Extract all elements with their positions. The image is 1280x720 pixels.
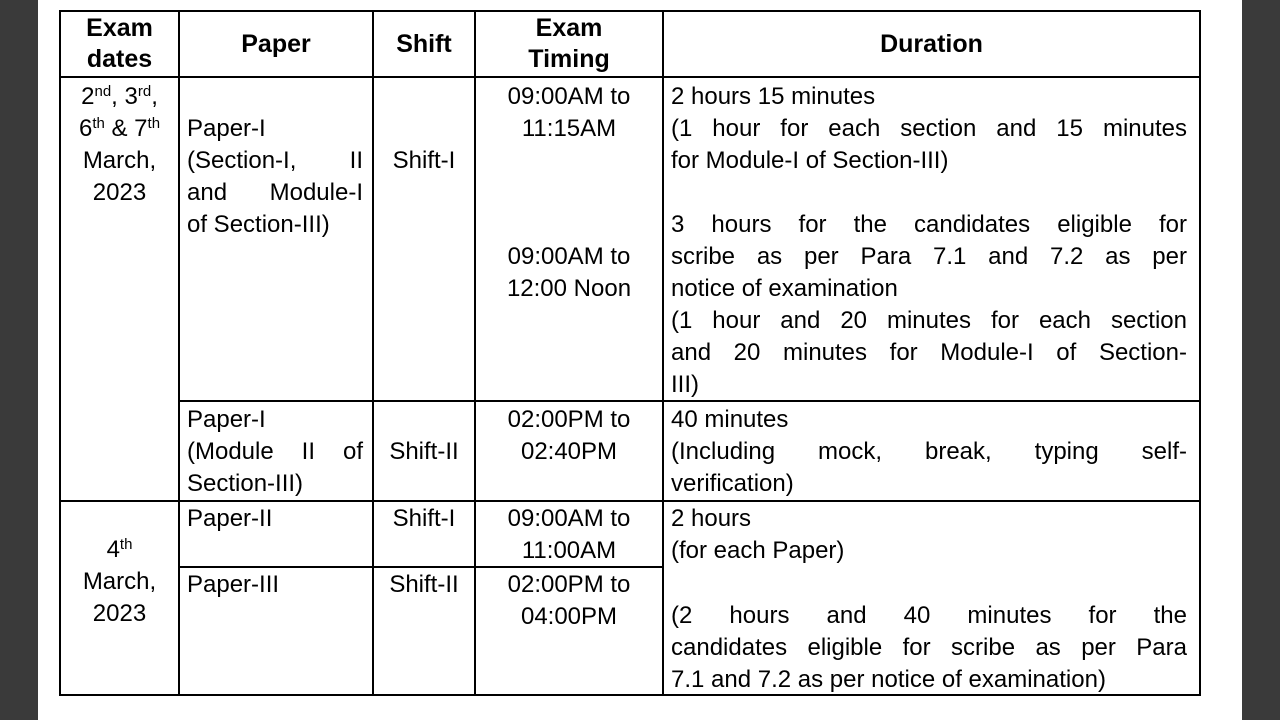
- header-duration: Duration: [880, 30, 983, 58]
- paper-cell: Paper-II: [187, 505, 273, 532]
- timing-cell: 09:00AM to 11:00AM: [507, 505, 631, 564]
- header-divider: [59, 76, 1201, 78]
- exam-dates-group1: 2nd, 3rd, 6th & 7th March, 2023: [78, 83, 161, 206]
- timing-cell: 09:00AM to 12:00 Noon: [506, 243, 632, 302]
- paper-cell: Paper-I (Section-I, II and Module-I of Section-III): [187, 115, 363, 238]
- duration-cell: 2 hours (for each Paper): [671, 505, 845, 564]
- timing-cell: 09:00AM to 11:15AM: [507, 83, 631, 142]
- header-exam-dates: Exam dates: [86, 14, 153, 73]
- timing-cell: 02:00PM to 02:40PM: [507, 406, 631, 465]
- column-divider: [662, 10, 664, 696]
- shift-cell: Shift-I: [392, 147, 456, 174]
- duration-cell: 2 hours 15 minutes (1 hour for each section and 15 minutes for Module-I of Section-III): [671, 83, 1187, 174]
- shift-cell: Shift-II: [389, 438, 459, 465]
- paper-cell: Paper-I (Module II of Section-III): [187, 406, 363, 497]
- header-paper: Paper: [241, 30, 311, 58]
- paper-cell: Paper-III: [187, 571, 280, 598]
- duration-cell: 3 hours for the candidates eligible for scribe as per Para 7.1 and 7.2 as per notice of examination (1 hour and 20 minutes for each section and 20 minutes for Module-I of Section- III): [671, 211, 1187, 398]
- duration-cell: 40 minutes (Including mock, break, typing self- verification): [671, 406, 1187, 497]
- column-divider: [178, 10, 180, 696]
- exam-dates-group2: 4th March, 2023: [82, 536, 157, 627]
- row-divider: [59, 500, 1201, 502]
- timing-cell: 02:00PM to 04:00PM: [507, 571, 631, 630]
- shift-cell: Shift-II: [389, 571, 459, 598]
- duration-cell: (2 hours and 40 minutes for the candidates eligible for scribe as per Para 7.1 and 7.2 as per notice of examination): [671, 602, 1187, 693]
- shift-cell: Shift-I: [392, 505, 456, 532]
- header-shift: Shift: [396, 30, 452, 58]
- header-exam-timing: Exam Timing: [528, 14, 610, 73]
